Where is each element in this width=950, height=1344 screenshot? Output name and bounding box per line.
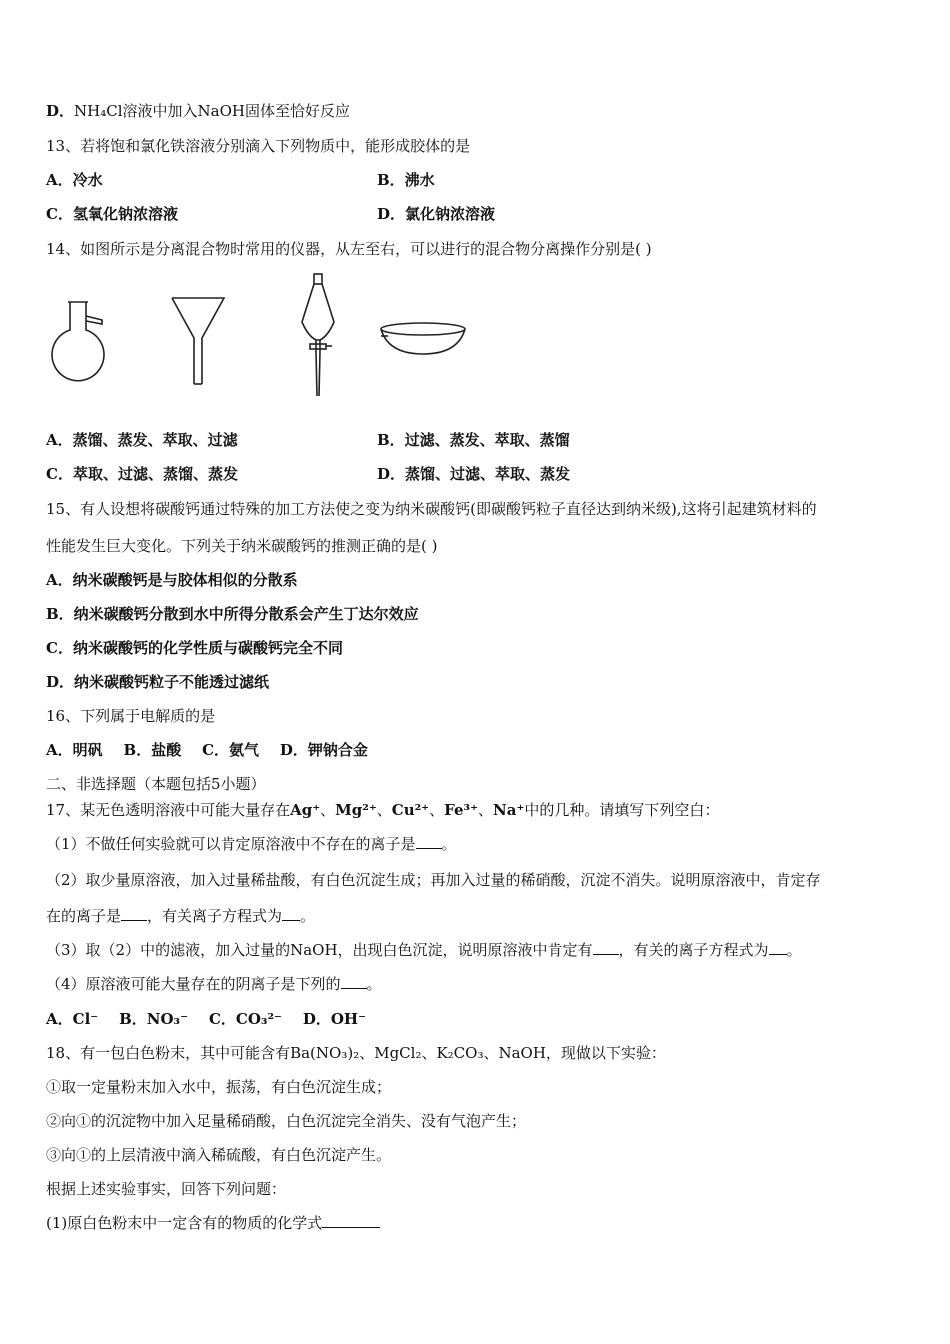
q17-part3: （3）取（2）中的滤液，加入过量的NaOH，出现白色沉淀，说明原溶液中肯定有 ，有关的离子方程式为 。 [46, 941, 802, 959]
q13-option-b: B．沸水 [377, 171, 435, 189]
section-title: 二、非选择题（本题包括5小题） [46, 775, 266, 793]
q16-stem: 16、下列属于电解质的是 [46, 707, 216, 725]
q12-option-d [46, 101, 350, 121]
funnel-icon [168, 294, 228, 388]
q15-stem-line2: 性能发生巨大变化。下列关于纳米碳酸钙的推测正确的是( ) [46, 537, 438, 555]
q17-options: A．Cl⁻ B．NO₃⁻ C．CO₃²⁻ D．OH⁻ [46, 1010, 367, 1028]
answer-blank[interactable] [282, 906, 300, 921]
q14-stem: 14、如图所示是分离混合物时常用的仪器，从左至右，可以进行的混合物分离操作分别是( ) [46, 240, 652, 258]
q17-part2-line2: 在的离子是 ，有关离子方程式为 。 [46, 907, 316, 925]
q14-option-a: A．蒸馏、蒸发、萃取、过滤 [46, 431, 238, 449]
ion-na: Na⁺ [493, 801, 525, 819]
q17-part1: （1）不做任何实验就可以肯定原溶液中不存在的离子是 。 [46, 835, 457, 853]
answer-blank[interactable] [121, 906, 147, 921]
ion-cu: Cu²⁺ [391, 801, 430, 819]
evaporating-dish-icon [378, 320, 468, 360]
q17-part2-line1: （2）取少量原溶液，加入过量稀盐酸，有白色沉淀生成；再加入过量的稀硝酸，沉淀不消失。说明原溶液中，肯定存 [46, 871, 821, 889]
q15-stem-line1: 15、有人设想将碳酸钙通过特殊的加工方法使之变为纳米碳酸钙(即碳酸钙粒子直径达到纳米级),这将引起建筑材料的 [46, 500, 817, 518]
q14-option-c: C．萃取、过滤、蒸馏、蒸发 [46, 465, 238, 483]
q14-option-b: B．过滤、蒸发、萃取、蒸馏 [377, 431, 570, 449]
q18-step-3: ③向①的上层清液中滴入稀硫酸，有白色沉淀产生。 [46, 1146, 392, 1164]
q13-option-c: C．氢氧化钠浓溶液 [46, 205, 178, 223]
q16-options: A．明矾 B．盐酸 C．氨气 D．钾钠合金 [46, 741, 368, 759]
ion-ag: Ag⁺ [290, 801, 321, 819]
separatory-funnel-icon [296, 272, 340, 402]
q17-part4: （4）原溶液可能大量存在的阴离子是下列的 。 [46, 975, 382, 993]
answer-blank[interactable] [341, 974, 367, 989]
ion-fe: Fe³⁺ [444, 801, 478, 819]
answer-blank[interactable] [322, 1213, 380, 1228]
q13-stem: 13、若将饱和氯化铁溶液分别滴入下列物质中，能形成胶体的是 [46, 137, 471, 155]
ion-mg: Mg²⁺ [335, 801, 377, 819]
q17-stem: 17、某无色透明溶液中可能大量存在Ag⁺、Mg²⁺、Cu²⁺、Fe³⁺、Na⁺中的几种。请填写下列空白： [46, 801, 720, 819]
option-text: NH₄Cl溶液中加入NaOH固体至恰好反应 [74, 102, 350, 120]
answer-blank[interactable] [416, 834, 442, 849]
q18-step-2: ②向①的沉淀物中加入足量稀硝酸，白色沉淀完全消失、没有气泡产生； [46, 1112, 527, 1130]
option-label: D． [46, 102, 75, 120]
answer-blank[interactable] [769, 940, 787, 955]
q15-option-c: C．纳米碳酸钙的化学性质与碳酸钙完全不同 [46, 639, 343, 657]
q18-stem: 18、有一包白色粉末，其中可能含有Ba(NO₃)₂、MgCl₂、K₂CO₃、NaOH，现做以下实验： [46, 1044, 666, 1062]
q14-option-d: D．蒸馏、过滤、萃取、蒸发 [377, 465, 571, 483]
q15-option-b: B．纳米碳酸钙分散到水中所得分散系会产生丁达尔效应 [46, 605, 419, 623]
q18-question-1: (1)原白色粉末中一定含有的物质的化学式 [46, 1213, 380, 1233]
q13-option-a: A．冷水 [46, 171, 103, 189]
q18-prompt: 根据上述实验事实，回答下列问题： [46, 1180, 287, 1198]
q13-option-d: D．氯化钠浓溶液 [377, 205, 496, 223]
q15-option-a: A．纳米碳酸钙是与胶体相似的分散系 [46, 571, 298, 589]
answer-blank[interactable] [593, 940, 619, 955]
q15-option-d: D．纳米碳酸钙粒子不能透过滤纸 [46, 673, 270, 691]
distillation-flask-icon [40, 296, 110, 390]
q18-step-1: ①取一定量粉末加入水中，振荡，有白色沉淀生成； [46, 1078, 392, 1096]
